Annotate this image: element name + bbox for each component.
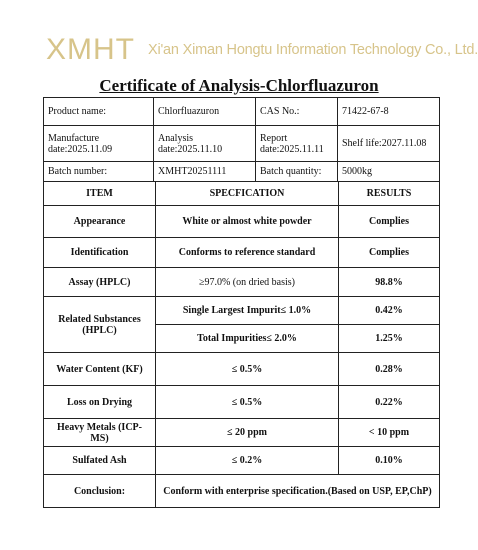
batch-number-label: Batch number:	[44, 162, 154, 182]
result-loss-on-drying: 0.22%	[339, 386, 440, 419]
batch-quantity-label: Batch quantity:	[256, 162, 338, 182]
table-row	[44, 297, 440, 325]
spec-loss-on-drying: ≤ 0.5%	[156, 386, 339, 419]
product-name-value: Chlorfluazuron	[154, 98, 256, 126]
table-row	[44, 386, 440, 419]
spec-heavy-metals: ≤ 20 ppm	[156, 419, 339, 447]
shelf-life: Shelf life:2027.11.08	[338, 126, 440, 162]
letterhead	[46, 33, 478, 70]
table-header-row	[44, 182, 440, 206]
product-name-label: Product name:	[44, 98, 154, 126]
item-related-substances	[44, 297, 156, 353]
header-item: ITEM	[44, 182, 156, 206]
spec-assay: ≥97.0% (on dried basis)	[156, 268, 339, 297]
table-row	[44, 353, 440, 386]
related-substances-line2: (HPLC)	[82, 324, 117, 336]
manufacture-label: Manufacture	[48, 132, 100, 144]
batch-quantity-value: 5000kg	[338, 162, 440, 182]
info-row-dates	[44, 126, 440, 162]
product-info-table	[43, 97, 440, 182]
item-appearance: Appearance	[44, 206, 156, 238]
conclusion-label: Conclusion:	[44, 475, 156, 508]
result-water-content: 0.28%	[339, 353, 440, 386]
company-logo: XMHT	[46, 33, 135, 66]
table-row	[44, 268, 440, 297]
analysis-results-table	[43, 181, 440, 508]
spec-total-impurities: Total Impurities≤ 2.0%	[156, 325, 339, 353]
result-assay: 98.8%	[339, 268, 440, 297]
document-title: Certificate of Analysis-Chlorfluazuron	[99, 76, 379, 95]
info-row-product	[44, 98, 440, 126]
cas-label: CAS No.:	[256, 98, 338, 126]
spec-sulfated-ash: ≤ 0.2%	[156, 447, 339, 475]
item-assay: Assay (HPLC)	[44, 268, 156, 297]
spec-single-impurity: Single Largest Impurit≤ 1.0%	[156, 297, 339, 325]
spec-appearance: White or almost white powder	[156, 206, 339, 238]
item-heavy-metals: Heavy Metals (ICP-MS)	[44, 419, 156, 447]
table-row	[44, 447, 440, 475]
header-specification: SPECFICATION	[156, 182, 339, 206]
table-row	[44, 206, 440, 238]
header-results: RESULTS	[339, 182, 440, 206]
spec-identification: Conforms to reference standard	[156, 238, 339, 268]
item-water-content: Water Content (KF)	[44, 353, 156, 386]
report-date-cell	[256, 126, 338, 162]
manufacture-date-cell	[44, 126, 154, 162]
report-label: Report	[260, 132, 288, 144]
item-sulfated-ash: Sulfated Ash	[44, 447, 156, 475]
analysis-label: Analysis	[158, 132, 193, 144]
analysis-date: date:2025.11.10	[158, 143, 223, 155]
result-total-impurities: 1.25%	[339, 325, 440, 353]
related-substances-line1: Related Substances	[58, 313, 141, 325]
report-date: date:2025.11.11	[260, 143, 324, 155]
cas-value: 71422-67-8	[338, 98, 440, 126]
conclusion-text: Conform with enterprise specification.(Based on USP, EP,ChP)	[156, 475, 440, 508]
manufacture-date: date:2025.11.09	[48, 143, 113, 155]
item-identification: Identification	[44, 238, 156, 268]
spec-water-content: ≤ 0.5%	[156, 353, 339, 386]
conclusion-row	[44, 475, 440, 508]
result-appearance: Complies	[339, 206, 440, 238]
batch-number-value: XMHT20251111	[154, 162, 256, 182]
info-row-batch	[44, 162, 440, 182]
result-single-impurity: 0.42%	[339, 297, 440, 325]
result-identification: Complies	[339, 238, 440, 268]
item-loss-on-drying: Loss on Drying	[44, 386, 156, 419]
table-row	[44, 419, 440, 447]
result-sulfated-ash: 0.10%	[339, 447, 440, 475]
result-heavy-metals: < 10 ppm	[339, 419, 440, 447]
company-name: Xi'an Ximan Hongtu Information Technology Co., Ltd.	[148, 42, 478, 58]
table-row	[44, 238, 440, 268]
analysis-date-cell	[154, 126, 256, 162]
